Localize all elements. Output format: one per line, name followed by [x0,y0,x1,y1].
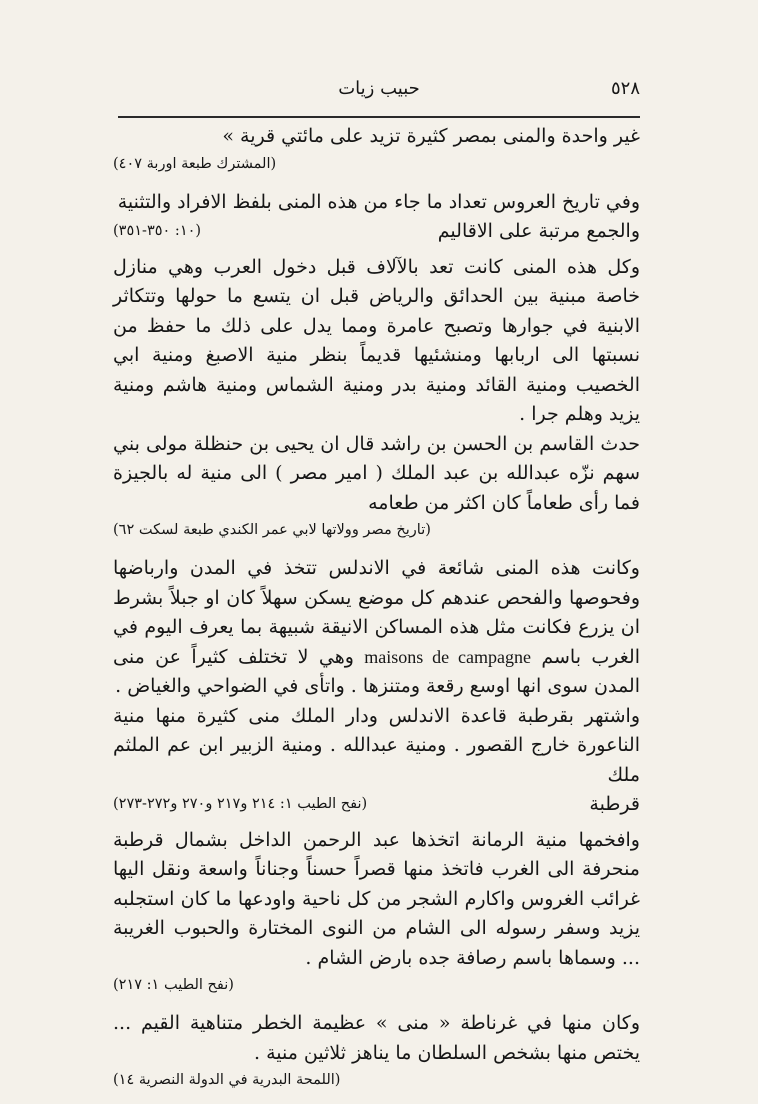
citation-7: (نفح الطيب ١: ٢١٧) [113,977,234,993]
paragraph-6-text: قرطبة [589,793,640,815]
citation-6: (نفح الطيب ١: ٢١٤ و٢١٧ و٢٧٠ و٢٧٢-٢٧٣) [113,796,368,812]
paragraph-4: حدث القاسم بن الحسن بن راشد قال ان يحيى بن حنظلة مولى بني سهم نزّه عبدالله بن عبد الملك ( امير مصر ) الى منية له بالجيزة فما رأى طعاماً كان اكثر من طعامه [113,432,640,514]
paragraph-5-text-a: وكانت هذه المنى شائعة في الاندلس تتخذ في المدن وارباضها وفحوصها والفحص عندهم كل موضع يسكن سهلاً كان او جبلاً بشرط ان يزرع فكانت مثل هذه المساكن الانيقة شبيهة بما يعرف اليوم في الغرب باسم [113,557,640,668]
paragraph-1: غير واحدة والمنى بمصر كثيرة تزيد على مائتي قرية » [222,125,640,147]
paragraph-2-last-line [113,217,640,247]
paragraph-5 [113,554,640,702]
citation-1: (المشترك طبعة اوربة ٤٠٧) [113,155,277,172]
citation-2: (١٠: ٣٥٠-٣٥١) [113,223,202,239]
citation-8: (اللمحة البدرية في الدولة النصرية ١٤) [113,1072,341,1088]
running-head [118,78,640,108]
paragraph-3: وكل هذه المنى كانت تعد بالآلاف قبل دخول العرب وهي منازل خاصة مبنية بين الحدائق والرياض قبل ان يتسع ما حولها وتتكاثر الابنية في جوارها وتصبح عامرة ومما يدل على ذلك ما حفظ من نسبتها الى اربابها ومنشئيها قديماً بنظر منية الاصبغ ومنية ابي الخصيب ومنية القائد ومنية بدر ومنية الشماس ومنية هاشم ومنية يزيد وهلم جرا . [113,255,641,425]
paragraph-2: وفي تاريخ العروس تعداد ما جاء من هذه المنى بلفظ الافراد والتثنية [117,190,640,213]
paragraph-2-text: والجمع مرتبة على الاقاليم [437,220,640,242]
paragraph-6: واشتهر بقرطبة قاعدة الاندلس ودار الملك منى كثيرة منها منية الناعورة خارج القصور . ومنية عبدالله . ومنية الزبير ابن عم الملثم ملك [113,704,640,786]
paragraph-8: وكان منها في غرناطة « منى » عظيمة الخطر متناهية القيم ... يختص منها بشخص السلطان ما يناهز ثلاثين منية . [113,1012,640,1064]
header-rule [118,116,640,118]
paragraph-5-text-b: وهي لا تختلف كثيراً عن منى المدن سوى انها اوسع رقعة ومتنزها . واتأى في الضواحي والغياض . [113,645,640,697]
paragraph-6-last-line [113,790,640,820]
latin-term: maisons de campagne [364,646,531,667]
body-text [113,122,640,1104]
citation-4: (تاريخ مصر وولاتها لابي عمر الكندي طبعة لسكت ٦٢) [113,522,431,538]
page-number: ٥٢٨ [610,78,640,99]
running-title: حبيب زيات [338,78,420,99]
paragraph-7: وافخمها منية الرمانة اتخذها عبد الرحمن الداخل بشمال قرطبة منحرفة الى الغرب فاتخذ منها قصراً حسناً وجناناً واسعة ونقل اليها غرائب الغروس واكارم الشجر من كل ناحية واودعها ما كان استجلبه يزيد وسفر رسوله الى الشام من النوى المختارة والحبوب الغريبة ... وسماها باسم رصافة جده بارض الشام . [113,828,640,969]
